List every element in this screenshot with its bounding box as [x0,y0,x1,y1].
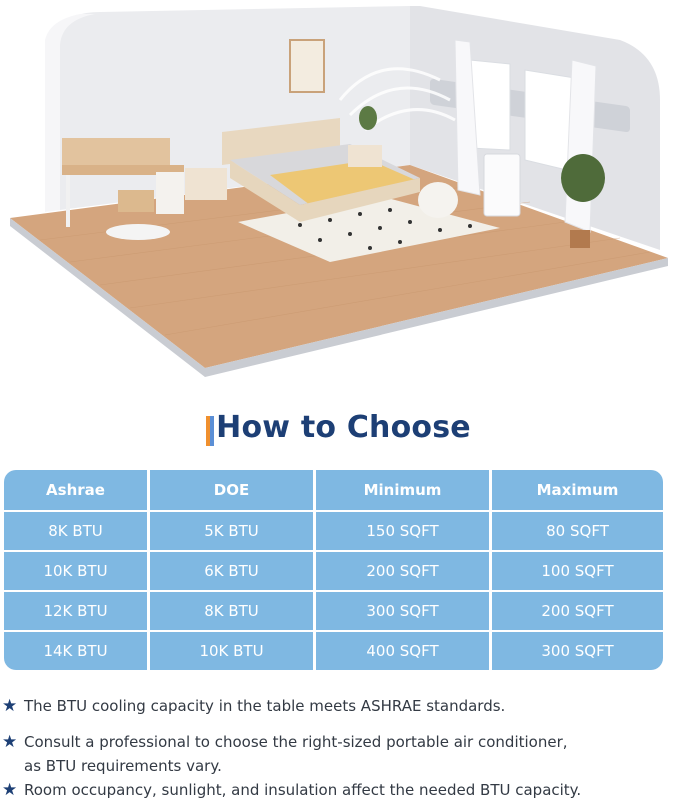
plant-pot [570,230,590,248]
desk-chair [118,190,154,212]
table-cell: 150 SQFT [316,512,489,550]
table-cell: 14K BTU [4,632,147,670]
title-accent-icon [206,416,212,446]
table-cell: 10K BTU [150,632,313,670]
table-cell: 80 SQFT [492,512,663,550]
nightstand-right [348,145,382,167]
note-text: Consult a professional to choose the right-sized portable air conditioner, as BTU requirements vary. [24,733,568,775]
note-text: Room occupancy, sunlight, and insulation affect the needed BTU capacity. [24,781,582,799]
wall-picture [290,40,324,92]
table-header-cell: Maximum [492,470,663,510]
page-title-text: How to Choose [216,410,471,445]
bedroom-illustration [0,0,679,385]
star-icon: ★ [2,696,18,716]
star-icon: ★ [2,732,18,752]
table-cell: 8K BTU [4,512,147,550]
star-icon: ★ [2,780,18,800]
plant [561,154,605,202]
note-text: The BTU cooling capacity in the table meets ASHRAE standards. [24,697,506,715]
page-title [208,410,471,445]
table-cell: 300 SQFT [316,592,489,630]
table-cell: 300 SQFT [492,632,663,670]
desk-cabinet [156,172,184,214]
table-cell: 200 SQFT [492,592,663,630]
table-cell: 100 SQFT [492,552,663,590]
desk-shelf [62,138,170,168]
btu-table [4,470,662,670]
table-cell: 5K BTU [150,512,313,550]
table-cell: 12K BTU [4,592,147,630]
table-cell: 10K BTU [4,552,147,590]
round-rug [106,224,170,240]
table-header-cell: Minimum [316,470,489,510]
table-cell: 6K BTU [150,552,313,590]
armchair [418,182,458,218]
portable-ac-unit [484,154,520,216]
heading-container [0,410,679,445]
table-cell: 400 SQFT [316,632,489,670]
small-plant [359,106,377,130]
table-header-cell: DOE [150,470,313,510]
table-cell: 8K BTU [150,592,313,630]
nightstand-left [185,168,227,200]
table-cell: 200 SQFT [316,552,489,590]
desk-leg [66,175,70,227]
table-header-cell: Ashrae [4,470,147,510]
